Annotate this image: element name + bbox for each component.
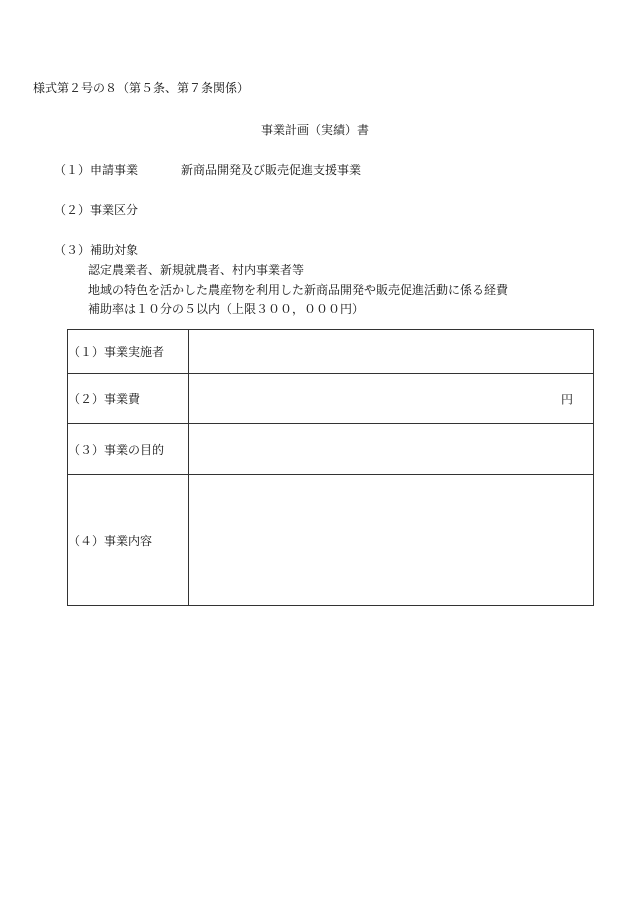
subsidy-rate: 補助率は１０分の５以内（上限３００，０００円） (88, 302, 365, 316)
document-title (0, 123, 630, 137)
project-cost-label: （２）事業費 (68, 374, 189, 424)
table-row (68, 475, 594, 606)
subsidy-target-expenses: 地域の特色を活かした農産物を利用した新商品開発や販売促進活動に係る経費 (88, 283, 509, 297)
section-2-label: （２）事業区分 (54, 203, 139, 217)
project-content-label: （４）事業内容 (68, 475, 189, 606)
table-row (68, 424, 594, 475)
implementer-label: （１）事業実施者 (68, 330, 189, 374)
table-row (68, 330, 594, 374)
project-content-field[interactable] (189, 475, 594, 606)
yen-unit: 円 (560, 392, 573, 406)
document-title-text: 事業計画（実績）書 (260, 123, 369, 137)
form-code: 様式第２号の８（第５条、第７条関係） (33, 81, 250, 95)
section-3-label: （３）補助対象 (54, 243, 139, 257)
project-cost-field[interactable] (189, 374, 594, 424)
table-row (68, 374, 594, 424)
project-purpose-field[interactable] (189, 424, 594, 475)
project-table (67, 329, 594, 606)
section-1-label: （１）申請事業 (54, 163, 139, 177)
implementer-field[interactable] (189, 330, 594, 374)
subsidy-target-eligibility: 認定農業者、新規就農者、村内事業者等 (88, 263, 305, 277)
project-purpose-label: （３）事業の目的 (68, 424, 189, 475)
section-1-value: 新商品開発及び販売促進支援事業 (181, 163, 362, 177)
